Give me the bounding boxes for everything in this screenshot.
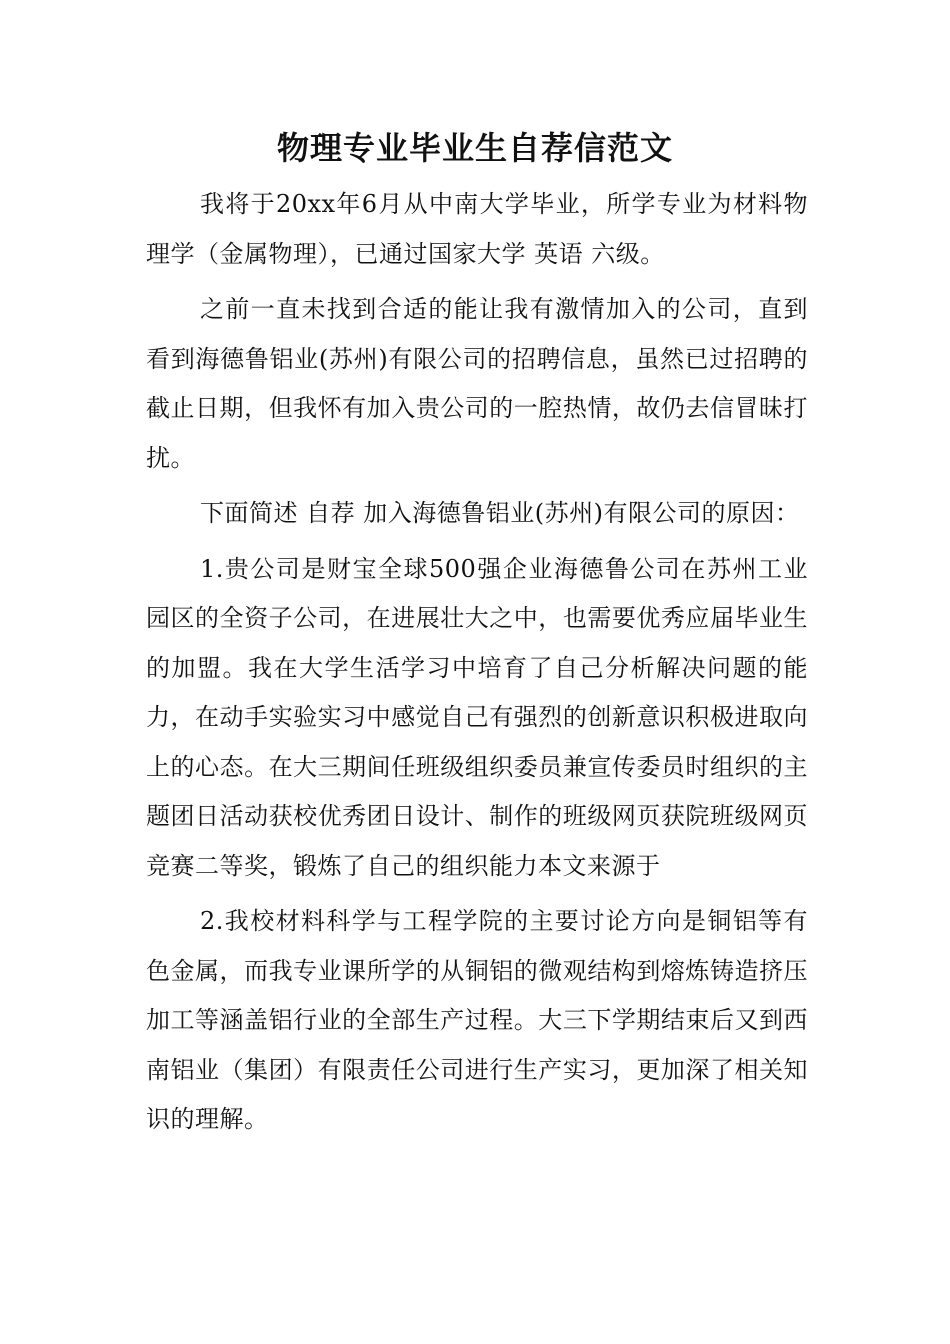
- document-body: [146, 180, 808, 1145]
- paragraph-reason-2: 2.我校材料科学与工程学院的主要讨论方向是铜铝等有色金属，而我专业课所学的从铜铝的微观结构到熔炼铸造挤压加工等涵盖铝行业的全部生产过程。大三下学期结束后又到西南铝业（集团）有限责任公司进行生产实习，更加深了相关知识的理解。: [146, 907, 808, 1133]
- paragraph-reasons-intro: 下面简述 自荐 加入海德鲁铝业(苏州)有限公司的原因：: [200, 499, 800, 527]
- paragraph-reason-1: 1.贵公司是财宝全球500强企业海德鲁公司在苏州工业园区的全资子公司，在进展壮大之中，也需要优秀应届毕业生的加盟。我在大学生活学习中培育了自己分析解决问题的能力，在动手实验实习中感觉自己有强烈的创新意识积极进取向上的心态。在大三期间任班级组织委员兼宣传委员时组织的主题团日活动获校优秀团日设计、制作的班级网页获院班级网页竞赛二等奖，锻炼了自己的组织能力本文来源于: [146, 554, 808, 880]
- paragraph-graduation: 我将于20xx年6月从中南大学毕业，所学专业为材料物理学（金属物理），已通过国家大学 英语 六级。: [146, 190, 808, 268]
- paragraph-motivation: 之前一直未找到合适的能让我有激情加入的公司，直到看到海德鲁铝业(苏州)有限公司的招聘信息，虽然已过招聘的截止日期，但我怀有加入贵公司的一腔热情，故仍去信冒昧打扰。: [146, 295, 808, 472]
- document-title: 物理专业毕业生自荐信范文: [276, 129, 673, 167]
